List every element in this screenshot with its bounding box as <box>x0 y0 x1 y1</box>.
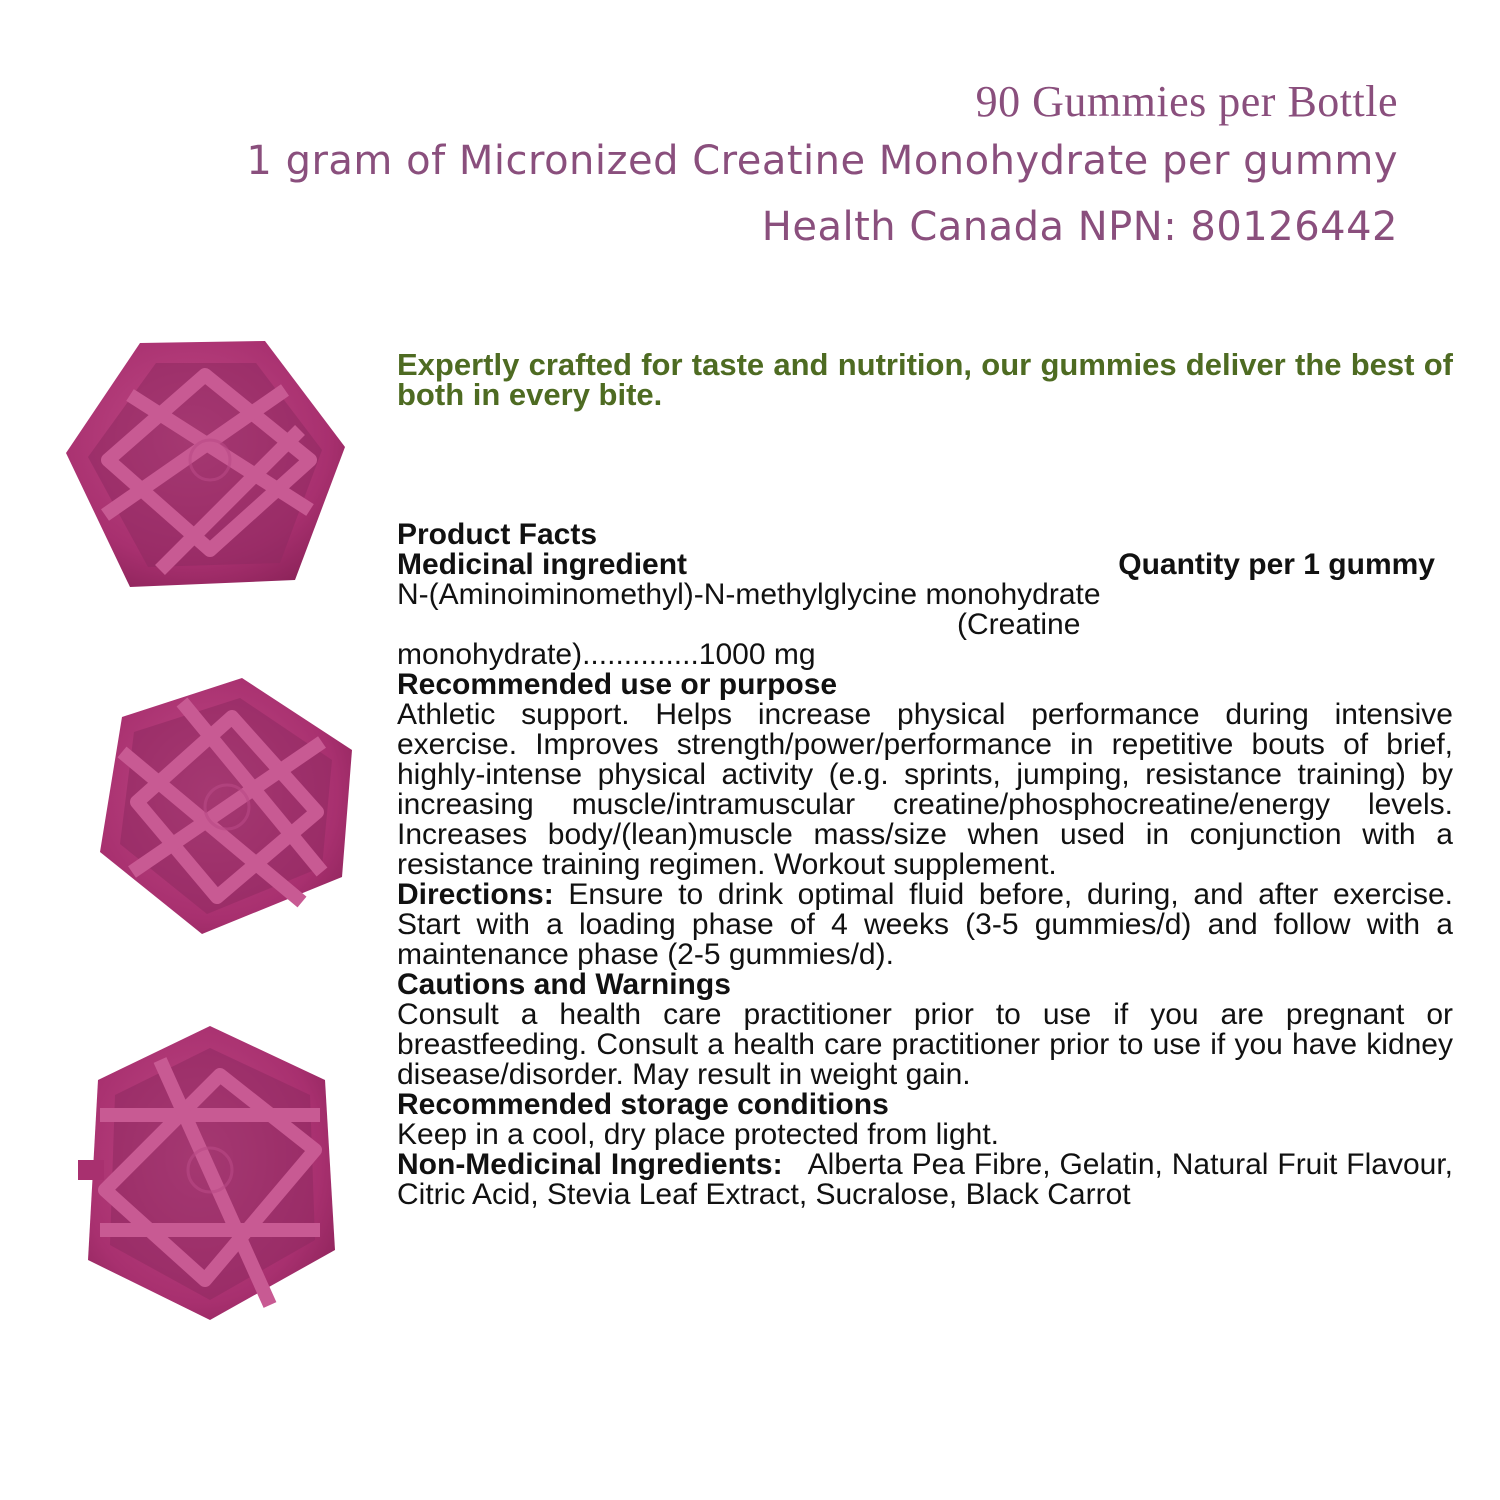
header <box>58 76 1398 260</box>
cautions-heading: Cautions and Warnings <box>397 968 731 1001</box>
tagline: Expertly crafted for taste and nutrition, our gummies deliver the best of both in every bite. <box>397 347 1453 412</box>
creatine-per-gummy: 1 gram of Micronized Creatine Monohydrate per gummy <box>246 138 1398 184</box>
medicinal-ingredient-label: Medicinal ingredient <box>397 548 688 581</box>
product-facts <box>397 518 1462 1211</box>
directions <box>397 880 1453 970</box>
facts-column-headers <box>397 550 1453 580</box>
gummy-icon <box>60 335 350 595</box>
facts-title: Product Facts <box>397 518 598 551</box>
use-heading: Recommended use or purpose <box>397 668 838 701</box>
storage-text: Keep in a cool, dry place protected from light. <box>397 1118 999 1151</box>
cautions-text: Consult a health care practitioner prior to use if you are pregnant or breastfeeding. Consult a health care practitioner prior to use if you have kidney disease/disorder. May result in weight gain. <box>397 998 1453 1091</box>
bottle-count: 90 Gummies per Bottle <box>975 77 1398 126</box>
ingredient-block <box>397 580 1453 670</box>
ingredient-common-name: (Creatine <box>957 608 1081 641</box>
directions-text: Ensure to drink optimal fluid before, during, and after exercise. Start with a loading phase of 4 weeks (3-5 gummies/d) and follow with a maintenance phase (2-5 gummies/d). <box>397 878 1453 971</box>
gummy-icon <box>70 1020 350 1325</box>
non-medicinal-ingredients <box>397 1148 1462 1211</box>
storage-heading: Recommended storage conditions <box>397 1088 889 1121</box>
gummy-icon <box>82 672 358 940</box>
nonmed-text: Alberta Pea Fibre, Gelatin, Natural Fruit Flavour, Citric Acid, Stevia Leaf Extract, Sucralose, Black Carrot <box>397 1148 1462 1211</box>
directions-label: Directions: <box>397 878 554 911</box>
use-text: Athletic support. Helps increase physical performance during intensive exercise. Improves strength/power/performance in repetitive bouts of brief, highly-intense physical activity (e.g. sprints, jumping, resistance training) by increasing muscle/intramuscular creatine/phosphocreatine/energy levels. Increases body/(lean)muscle mass/size when used in conjunction with a resistance training regimen. Workout supplement. <box>397 698 1453 881</box>
ingredient-name: N-(Aminoiminomethyl)-N-methylglycine monohydrate <box>397 578 1101 611</box>
ingredient-amount: monohydrate)..............1000 mg <box>397 638 816 671</box>
nonmed-label: Non-Medicinal Ingredients: <box>397 1148 783 1181</box>
quantity-label: Quantity per 1 gummy <box>1118 548 1435 581</box>
npn-number: Health Canada NPN: 80126442 <box>761 204 1398 250</box>
